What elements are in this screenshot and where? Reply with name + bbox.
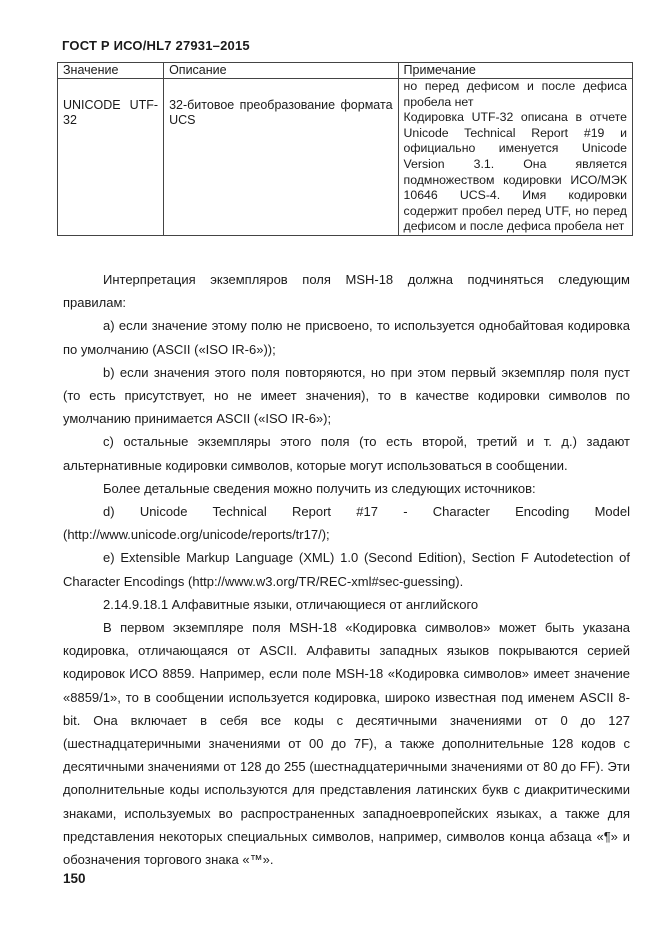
table-header-row [58,63,633,79]
cell-note-text: Кодировка UTF-32 описана в отчете Unicode Technical Report #19 и официально именуется Unicode Version 3.1. Она является подмножеством кодировки ИСО/МЭК 10646 UCS-4. Имя кодировки содержит пробел перед UTF, но перед дефисом и после дефиса пробела нет [403,110,627,234]
paragraph-intro: Интерпретация экземпляров поля MSH-18 должна подчиняться следующим правилам: [63,272,630,311]
cell-value [58,79,164,236]
continuation-note: но перед дефисом и после дефиса пробела нет [403,79,627,109]
section-heading: 2.14.9.18.1 Алфавитные языки, отличающиеся от английского [103,596,479,612]
column-header-description: Описание [164,63,398,79]
paragraph-rule-c: c) остальные экземпляры этого поля (то есть второй, третий и т. д.) задают альтернативные кодировки символов, которые могут использоваться в сообщении. [63,434,630,473]
paragraph-source-d: d) Unicode Technical Report #17 - Character Encoding Model (http://www.unicode.org/unicode/reports/tr17/); [63,504,630,543]
cell-description-text: 32-битовое преобразование формата UCS [169,98,393,128]
cell-note [398,79,632,236]
column-header-value: Значение [58,63,164,79]
paragraph-rule-a: а) если значение этому полю не присвоено, то используется однобайтовая кодировка по умолчанию (ASCII («ISO IR-6»)); [63,318,630,357]
page-number: 150 [63,871,86,886]
document-header: ГОСТ Р ИСО/HL7 27931–2015 [62,38,250,53]
column-header-note: Примечание [398,63,632,79]
encoding-table [57,62,633,236]
paragraph-rule-b: b) если значения этого поля повторяются, но при этом первый экземпляр поля пуст (то есть присутствует, но не имеет значения), то в качестве кодировки символов по умолчанию принимается ASCII («ISO IR-6»); [63,364,630,427]
paragraph-sources-intro: Более детальные сведения можно получить из следующих источников: [103,480,536,496]
body-text [63,268,630,871]
table-row [58,79,633,236]
paragraph-section-body: В первом экземпляре поля MSH-18 «Кодировка символов» может быть указана кодировка, отличающаяся от ASCII. Алфавиты западных языков покрываются серией кодировок ИСО 8859. Например, если поле MSH-18 «Кодировка символов» имеет значение «8859/1», то в сообщении используется кодировка, широко известная под именем ASCII 8-bit. Она включает в себя все коды с десятичными значениями от 0 до 127 (шестнадцатеричными значениями от 00 до 7F), а также дополнительные 128 кодов с десятичными значениями от 128 до 255 (шестнадцатеричными значениями от 80 до FF). Эти дополнительные коды используются для представления латинских букв с диакритическими знаками, используемых во распространенных западноевропейских языках, а также для представления некоторых специальных символов, например, символов конца абзаца «¶» и обозначения торгового знака «™». [63,620,630,868]
cell-value-text: UNICODE UTF-32 [63,98,159,128]
paragraph-source-e: e) Extensible Markup Language (XML) 1.0 (Second Edition), Section F Autodetection of Character Encodings (http://www.w3.org/TR/REC-xml#sec-guessing). [63,550,630,589]
cell-description [164,79,398,236]
